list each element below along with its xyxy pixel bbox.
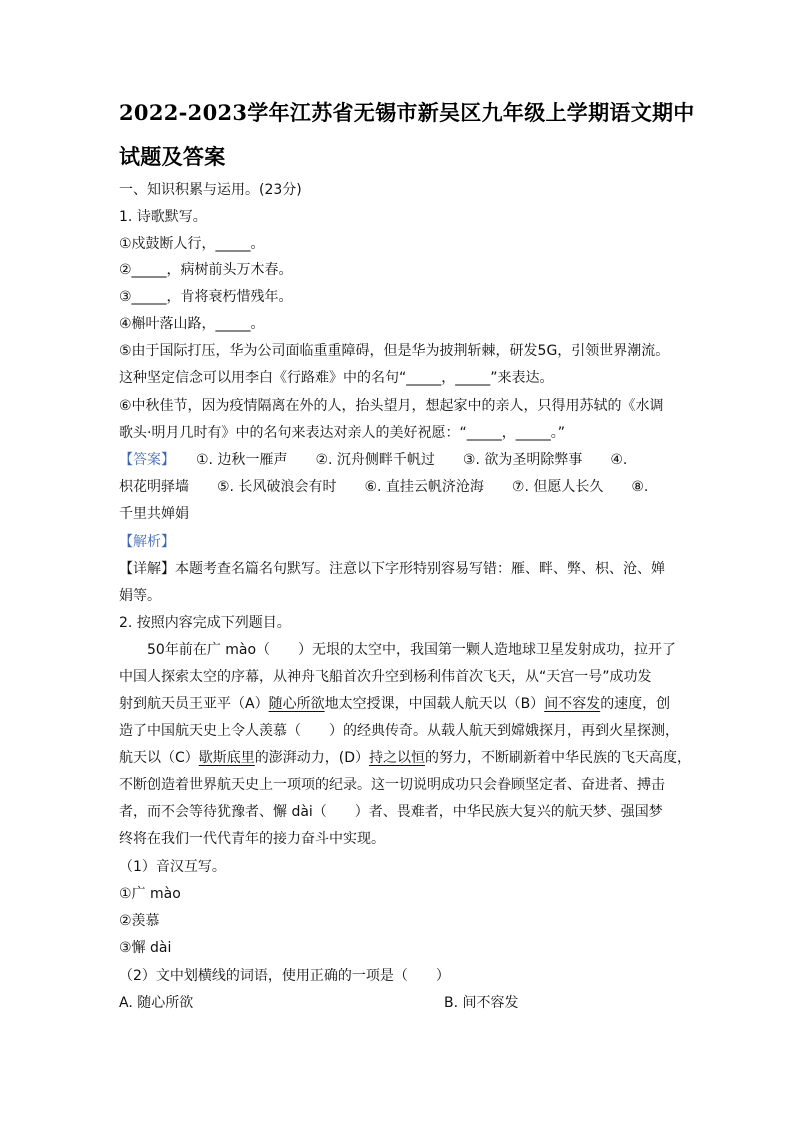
question-1-item: ①戍鼓断人行，_____。 [119,236,265,252]
document-title-line-2: 试题及答案 [119,144,226,169]
question-1-item: ④槲叶落山路，_____。 [119,316,265,332]
answer-line [119,450,627,470]
answer-line: 枳花明驿墙 ⑤. 长风破浪会有时 ⑥. 直挂云帆济沧海 ⑦. 但愿人长久 ⑧. [119,479,649,495]
underlined-phrase-a: 随心所欲 [268,696,325,712]
sub-question-1-heading: （1）音汉互写。 [119,859,226,875]
passage-line: 中国人探索太空的序幕，从神舟飞船首次升空到杨利伟首次飞天，从“天宫一号”成功发 [119,669,652,685]
passage-text: 射到航天员王亚平（A） [119,696,269,712]
passage-line: 不断创造着世界航天史上一项项的纪录。这一切说明成功只会眷顾坚定者、奋进者、搏击 [119,777,665,793]
answer-text: ①. 边秋一雁声 ②. 沉舟侧畔千帆过 ③. 欲为圣明除弊事 ④. [196,452,628,468]
sub-question-2-heading: （2）文中划横线的词语，使用正确的一项是（ ） [119,968,450,984]
passage-line: 造了中国航天史上令人羡慕（ ）的经典传奇。从载人航天到嫦娥探月，再到火星探测， [119,723,679,739]
section-heading: 一、知识积累与运用。(23分) [119,182,302,198]
underlined-phrase-b: 间不容发 [544,696,601,712]
underlined-phrase-c: 歇斯底里 [198,750,255,766]
passage-line: 者，而不会等待犹豫者、懈 dài（ ）者、畏难者，中华民族大复兴的航天梦、强国梦 [119,804,663,820]
sub-question-1-item: ③懈 dài [119,940,172,956]
passage-text: 地太空授课，中国载人航天以（B） [324,696,545,712]
question-1-item: ③_____，肯将衰朽惜残年。 [119,289,293,305]
option-b: B. 间不容发 [444,995,519,1011]
question-2-heading: 2. 按照内容完成下列题目。 [119,615,291,631]
passage-text: 航天以（C） [119,750,199,766]
answer-line: 千里共婵娟 [119,506,189,522]
question-1-item: ⑤由于国际打压，华为公司面临重重障碍，但是华为披荆斩棘，研发5G，引领世界潮流。 [119,343,670,359]
passage-line: 终将在我们一代代青年的接力奋斗中实现。 [119,831,385,847]
detail-line: 【详解】本题考查名篇名句默写。注意以下字形特别容易写错：雁、畔、弊、枳、沧、婵 [119,561,665,577]
underlined-phrase-d: 持之以恒 [369,750,426,766]
passage-text: 的澎湃动力，(D） [254,750,370,766]
question-1-item: 歌头·明月几时有》中的名句来表达对亲人的美好祝愿：“_____，_____。” [119,425,565,441]
detail-line: 娟等。 [119,588,161,604]
answer-label: 【答案】 [119,452,168,468]
passage-text: 的速度，创 [600,696,671,712]
passage-text: 的努力，不断刷新着中华民族的飞天高度， [425,750,692,766]
question-1-item: ②_____，病树前头万木春。 [119,262,293,278]
sub-question-1-item: ②羡慕 [119,913,160,929]
question-1-item: 这种坚定信念可以用李白《行路难》中的名句“_____，_____”来表达。 [119,370,554,386]
passage-line: 50年前在广 mào（ ）无垠的太空中，我国第一颗人造地球卫星发射成功，拉开了 [147,642,677,658]
passage-line [119,748,691,768]
option-a: A. 随心所欲 [119,995,194,1011]
question-1-heading: 1. 诗歌默写。 [119,209,207,225]
analysis-label: 【解析】 [119,534,175,550]
question-1-item: ⑥中秋佳节，因为疫情隔离在外的人，抬头望月，想起家中的亲人，只得用苏轼的《水调 [119,398,664,414]
document-title-line-1: 2022-2023学年江苏省无锡市新吴区九年级上学期语文期中 [119,100,695,125]
sub-question-1-item: ①广 mào [119,886,181,902]
passage-line [119,694,670,714]
